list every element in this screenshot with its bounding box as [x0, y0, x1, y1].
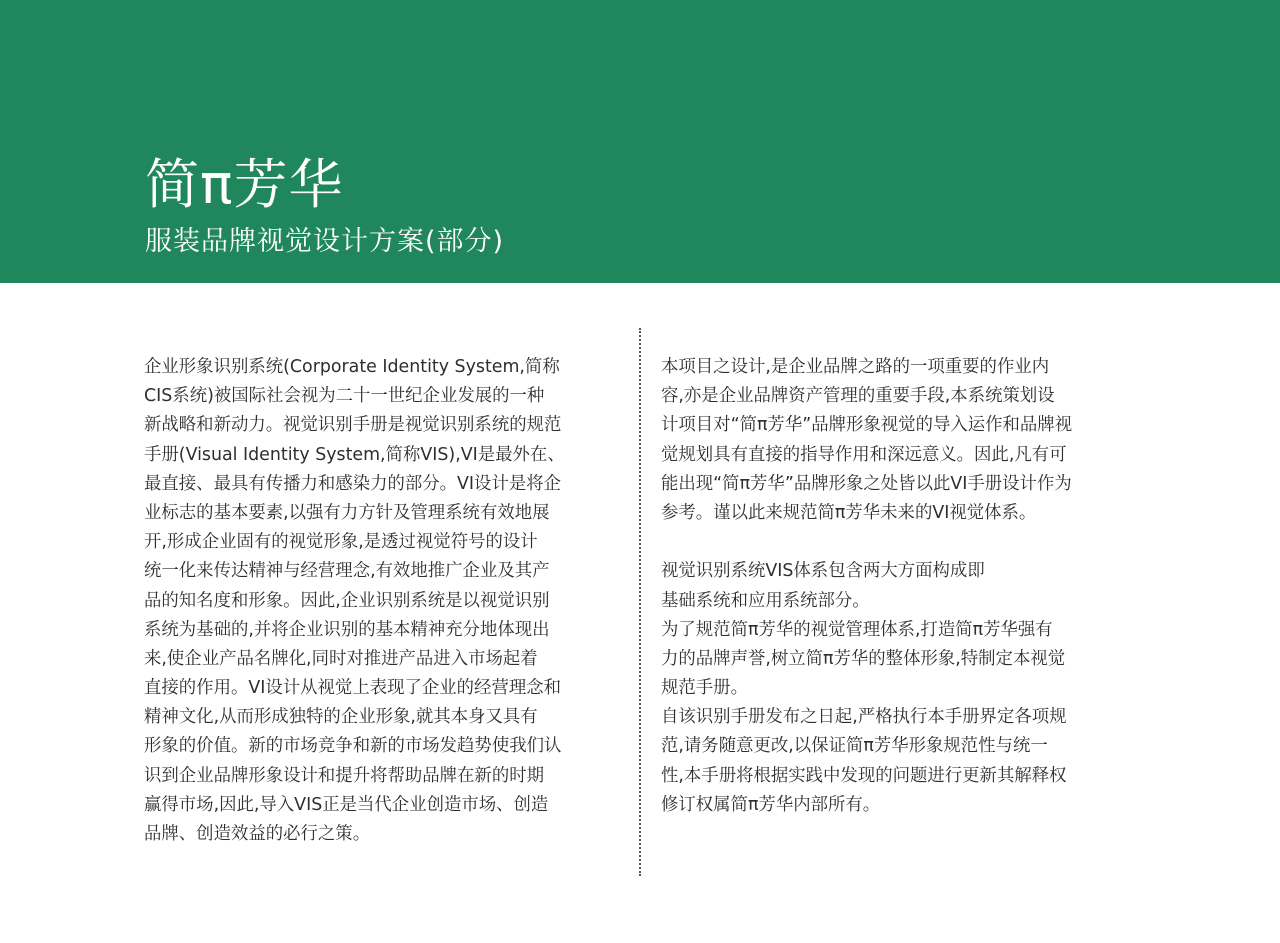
text-line: 能出现“简π芳华”品牌形象之处皆以此VI手册设计作为 [661, 473, 1072, 494]
column-divider [639, 328, 641, 876]
text-line: 范,请务随意更改,以保证简π芳华形象规范性与统一 [661, 736, 1048, 757]
brand-subtitle: 服装品牌视觉设计方案(部分) [145, 226, 505, 257]
text-line: 新战略和新动力。视觉识别手册是视觉识别系统的规范 [144, 415, 562, 436]
text-line: 最直接、最具有传播力和感染力的部分。VI设计是将企 [144, 473, 562, 494]
text-line: 直接的作用。VI设计从视觉上表现了企业的经营理念和 [144, 678, 562, 699]
text-line: 系统为基础的,并将企业识别的基本精神充分地体现出 [144, 619, 550, 640]
intro-column-right [661, 353, 1141, 820]
text-line: 自该识别手册发布之日起,严格执行本手册界定各项规 [661, 707, 1067, 728]
text-line: 计项目对“简π芳华”品牌形象视觉的导入运作和品牌视 [661, 415, 1073, 436]
text-line: 统一化来传达精神与经营理念,有效地推广企业及其产 [144, 561, 550, 582]
text-line: 赢得市场,因此,导入VIS正是当代企业创造市场、创造 [144, 794, 549, 815]
text-line: 规范手册。 [661, 678, 748, 699]
text-line: 修订权属简π芳华内部所有。 [661, 794, 881, 815]
text-line: 形象的价值。新的市场竞争和新的市场发趋势使我们认 [144, 736, 562, 757]
header-banner [0, 0, 1280, 283]
text-line: 性,本手册将根据实践中发现的问题进行更新其解释权 [661, 765, 1067, 786]
text-line: 觉规划具有直接的指导作用和深远意义。因此,凡有可 [661, 444, 1067, 465]
text-line: 来,使企业产品名牌化,同时对推进产品进入市场起着 [144, 648, 538, 669]
paragraph-gap [661, 528, 1141, 557]
text-line: 本项目之设计,是企业品牌之路的一项重要的作业内 [661, 357, 1050, 377]
intro-column-left [144, 353, 622, 849]
text-line: 手册(Visual Identity System,简称VIS),VI是最外在、 [144, 444, 565, 465]
text-line: 开,形成企业固有的视觉形象,是透过视觉符号的设计 [144, 532, 538, 553]
text-line: 业标志的基本要素,以强有力方针及管理系统有效地展 [144, 502, 550, 523]
text-line: 视觉识别系统VIS体系包含两大方面构成即 [661, 561, 985, 582]
text-line: 精神文化,从而形成独特的企业形象,就其本身又具有 [144, 707, 538, 728]
text-line: 容,亦是企业品牌资产管理的重要手段,本系统策划设 [661, 386, 1055, 407]
text-line: 企业形象识别系统(Corporate Identity System,简称 [144, 357, 560, 377]
text-line: CIS系统)被国际社会视为二十一世纪企业发展的一种 [144, 386, 545, 407]
text-line: 品牌、创造效益的必行之策。 [144, 824, 371, 844]
text-line: 参考。谨以此来规范简π芳华未来的VI视觉体系。 [661, 502, 1037, 523]
text-line: 识到企业品牌形象设计和提升将帮助品牌在新的时期 [144, 765, 544, 786]
brand-title: 简π芳华 [145, 153, 344, 216]
text-line: 为了规范简π芳华的视觉管理体系,打造简π芳华强有 [661, 619, 1053, 640]
text-line: 基础系统和应用系统部分。 [661, 590, 870, 611]
text-line: 品的知名度和形象。因此,企业识别系统是以视觉识别 [144, 590, 550, 611]
text-line: 力的品牌声誉,树立简π芳华的整体形象,特制定本视觉 [661, 648, 1066, 669]
